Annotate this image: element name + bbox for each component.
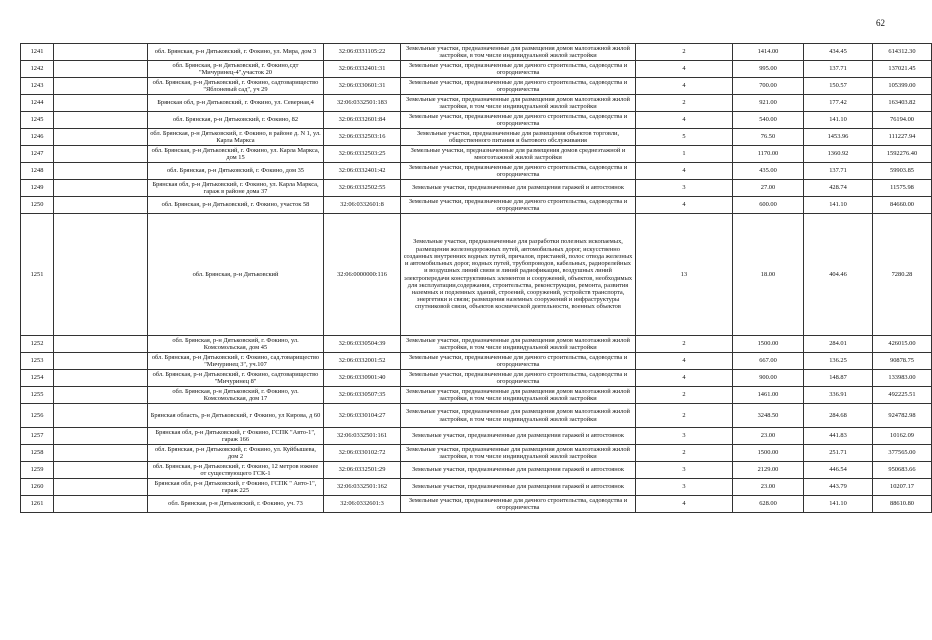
- cell-area: 2129.00: [733, 462, 804, 479]
- cell-address: обл. Брянская, р-н Дятьковский, г. Фокино, ул. Комсомольская, дом 45: [148, 336, 324, 353]
- cell-land-use: Земельные участки, предназначенные для дачного строительства, садоводства и огородничества: [401, 353, 636, 370]
- cell-cadastral-number: 32:06:0332601:84: [324, 112, 401, 129]
- cell-land-use: Земельные участки, предназначенные для дачного строительства, садоводства и огородничества: [401, 112, 636, 129]
- cell-cadastral-number: 32:06:0330504:39: [324, 336, 401, 353]
- cell-cadastral-value: 111227.94: [873, 129, 932, 146]
- cell-cadastral-value: 76194.00: [873, 112, 932, 129]
- cell-land-use: Земельные участки, предназначенные для дачного строительства, садоводства и огородничества: [401, 370, 636, 387]
- cell-unit-value: 177.42: [804, 95, 873, 112]
- cell-number: 1258: [21, 445, 54, 462]
- cell-area: 628.00: [733, 496, 804, 513]
- cell-cadastral-number: 32:06:0000000:116: [324, 214, 401, 336]
- cell-area: 23.00: [733, 479, 804, 496]
- cell-unit-value: 137.71: [804, 61, 873, 78]
- table-row: [21, 146, 932, 163]
- cell-address: обл. Брянская, р-н Дятьковский, г. Фокино, в районе д. N 1, ул. Карла Маркса: [148, 129, 324, 146]
- cell-cadastral-number: 32:06:0332401:31: [324, 61, 401, 78]
- cell-land-use: Земельные участки, предназначенные для дачного строительства, садоводства и огородничества: [401, 61, 636, 78]
- cell-area: 667.00: [733, 353, 804, 370]
- cell-address: обл. Брянская, р-н Дятьковский, г. Фокино, 12 метров южнее от существующего ГСК-1: [148, 462, 324, 479]
- cell-number: 1243: [21, 78, 54, 95]
- cell-group: 2: [636, 445, 733, 462]
- cell-address: обл. Брянская, р-н Дятьковский, г. Фокино, дом 35: [148, 163, 324, 180]
- cell-cadastral-value: 59903.85: [873, 163, 932, 180]
- table-row: [21, 214, 932, 336]
- cell-cadastral-number: 32:06:0331105:22: [324, 44, 401, 61]
- cell-unit-value: 1453.96: [804, 129, 873, 146]
- table-row: [21, 336, 932, 353]
- cell-unit-value: 141.10: [804, 496, 873, 513]
- cell-area: 995.00: [733, 61, 804, 78]
- cell-address: обл. Брянская, р-н Дятьковский: [148, 214, 324, 336]
- cell-number: 1241: [21, 44, 54, 61]
- cell-blank: [54, 462, 148, 479]
- cell-group: 3: [636, 479, 733, 496]
- cell-address: Брянская обл, р-н Дятьковский, г. Фокино, ул. Северная,4: [148, 95, 324, 112]
- cell-cadastral-value: 105399.00: [873, 78, 932, 95]
- cell-number: 1244: [21, 95, 54, 112]
- cell-blank: [54, 370, 148, 387]
- cell-land-use: Земельные участки, предназначенные для дачного строительства, садоводства и огородничества: [401, 78, 636, 95]
- cell-address: Брянская область, р-н Дятьковский, г Фокино, ул Кирова, д 60: [148, 404, 324, 428]
- cell-cadastral-number: 32:06:0330507:35: [324, 387, 401, 404]
- cell-group: 2: [636, 387, 733, 404]
- cell-cadastral-number: 32:06:0332601:8: [324, 197, 401, 214]
- cell-address: обл. Брянская, р-н Дятьковский, г. Фокино, ул. Куйбышева, дом 2: [148, 445, 324, 462]
- cell-cadastral-value: 163403.82: [873, 95, 932, 112]
- cell-blank: [54, 163, 148, 180]
- cell-cadastral-value: 10207.17: [873, 479, 932, 496]
- cell-number: 1261: [21, 496, 54, 513]
- cell-group: 2: [636, 336, 733, 353]
- cell-area: 1414.00: [733, 44, 804, 61]
- cell-blank: [54, 445, 148, 462]
- cell-blank: [54, 180, 148, 197]
- cell-address: обл. Брянская, р-н Дятьковский, г. Фокино, ул. Мира, дом 3: [148, 44, 324, 61]
- table-row: [21, 61, 932, 78]
- cell-blank: [54, 387, 148, 404]
- table-row: [21, 445, 932, 462]
- cell-cadastral-value: 7280.28: [873, 214, 932, 336]
- cell-address: Брянская обл, р-н Дятьковский, г. Фокино, ул. Карла Маркса, гараж в районе дома 37: [148, 180, 324, 197]
- cell-cadastral-number: 32:06:0332501:161: [324, 428, 401, 445]
- table-body: [21, 44, 932, 513]
- cell-number: 1249: [21, 180, 54, 197]
- table-row: [21, 197, 932, 214]
- cell-cadastral-value: 614312.30: [873, 44, 932, 61]
- cell-number: 1255: [21, 387, 54, 404]
- cell-number: 1256: [21, 404, 54, 428]
- cell-cadastral-value: 377565.00: [873, 445, 932, 462]
- cell-cadastral-value: 137021.45: [873, 61, 932, 78]
- cell-number: 1252: [21, 336, 54, 353]
- table-row: [21, 44, 932, 61]
- cell-cadastral-number: 32:06:0330601:31: [324, 78, 401, 95]
- cell-cadastral-value: 1592276.40: [873, 146, 932, 163]
- cell-blank: [54, 353, 148, 370]
- cell-number: 1250: [21, 197, 54, 214]
- cell-cadastral-number: 32:06:0332502:55: [324, 180, 401, 197]
- table-row: [21, 387, 932, 404]
- cell-area: 700.00: [733, 78, 804, 95]
- table-row: [21, 370, 932, 387]
- cell-area: 540.00: [733, 112, 804, 129]
- cell-area: 18.00: [733, 214, 804, 336]
- cell-address: Брянская обл, р-н Дятьковский, г Фокино, ГСПК "Авто-1", гараж 166: [148, 428, 324, 445]
- cell-number: 1251: [21, 214, 54, 336]
- table-row: [21, 353, 932, 370]
- cell-number: 1260: [21, 479, 54, 496]
- cell-group: 4: [636, 496, 733, 513]
- cell-address: обл. Брянская, р-н Дятьковский, г. Фокино, сад.товарищество "Мичуринец 3", уч.107: [148, 353, 324, 370]
- cell-cadastral-value: 924782.98: [873, 404, 932, 428]
- cell-unit-value: 284.01: [804, 336, 873, 353]
- cell-unit-value: 434.45: [804, 44, 873, 61]
- cell-unit-value: 150.57: [804, 78, 873, 95]
- table-row: [21, 78, 932, 95]
- cell-address: обл. Брянская, р-н Дятьковский, г. Фокино, ул. Карла Маркса, дом 15: [148, 146, 324, 163]
- cell-unit-value: 336.91: [804, 387, 873, 404]
- cell-area: 27.00: [733, 180, 804, 197]
- cell-area: 1500.00: [733, 445, 804, 462]
- cell-number: 1257: [21, 428, 54, 445]
- cell-unit-value: 137.71: [804, 163, 873, 180]
- cell-area: 1500.00: [733, 336, 804, 353]
- cell-land-use: Земельные участки, предназначенные для размещения домов малоэтажной жилой застройки, в том числе индивидуальной жилой застройки: [401, 44, 636, 61]
- cell-area: 76.50: [733, 129, 804, 146]
- cell-number: 1259: [21, 462, 54, 479]
- table-row: [21, 428, 932, 445]
- cell-group: 2: [636, 44, 733, 61]
- table-row: [21, 95, 932, 112]
- cell-group: 4: [636, 197, 733, 214]
- cell-group: 4: [636, 61, 733, 78]
- cell-area: 600.00: [733, 197, 804, 214]
- table-row: [21, 462, 932, 479]
- cell-unit-value: 446.54: [804, 462, 873, 479]
- cell-land-use: Земельные участки, предназначенные для дачного строительства, садоводства и огородничества: [401, 496, 636, 513]
- table-row: [21, 404, 932, 428]
- table-row: [21, 129, 932, 146]
- cell-unit-value: 148.87: [804, 370, 873, 387]
- cell-cadastral-value: 90878.75: [873, 353, 932, 370]
- cell-group: 5: [636, 129, 733, 146]
- cell-number: 1254: [21, 370, 54, 387]
- cell-unit-value: 136.25: [804, 353, 873, 370]
- cell-land-use: Земельные участки, предназначенные для размещения домов малоэтажной жилой застройки, в том числе индивидуальной жилой застройки: [401, 387, 636, 404]
- cell-blank: [54, 95, 148, 112]
- cell-cadastral-value: 950683.66: [873, 462, 932, 479]
- cell-land-use: Земельные участки, предназначенные для разработки полезных ископаемых, размещения железнодорожных путей, автомобильных дорог, искусственно созданных внутренних водных путей, причалов, пристаней, полос отвода железных и автомобильных дорог, водных путей, трубопроводов, кабельных, радиорелейных и воздушных линий связи и линий радиофикации, воздушных линий электропередачи конструктивных элементов и сооружений, объектов, необходимых для эксплуатации,содержания, строительства, реконструкции, ремонта, развития наземных и подземных зданий, строений, сооружений, устройств транспорта, энергетики и связи; размещения наземных сооружений и инфраструктуры спутниковой связи, объектов космической деятельности, военных объектов: [401, 214, 636, 336]
- cell-land-use: Земельные участки, предназначенные для размещения домов малоэтажной жилой застройки, в том числе индивидуальной жилой застройки: [401, 95, 636, 112]
- cell-blank: [54, 214, 148, 336]
- cell-group: 2: [636, 404, 733, 428]
- cell-unit-value: 251.71: [804, 445, 873, 462]
- cell-area: 900.00: [733, 370, 804, 387]
- table-row: [21, 163, 932, 180]
- cell-unit-value: 428.74: [804, 180, 873, 197]
- cell-cadastral-value: 492225.51: [873, 387, 932, 404]
- cell-number: 1248: [21, 163, 54, 180]
- cell-address: обл. Брянская, р-н Дятьковский, г. Фокино, 82: [148, 112, 324, 129]
- cell-number: 1253: [21, 353, 54, 370]
- cell-cadastral-number: 32:06:0332501:183: [324, 95, 401, 112]
- cell-blank: [54, 78, 148, 95]
- cell-group: 4: [636, 78, 733, 95]
- cell-cadastral-number: 32:06:0330901:40: [324, 370, 401, 387]
- cell-blank: [54, 404, 148, 428]
- cell-cadastral-value: 84660.00: [873, 197, 932, 214]
- cell-blank: [54, 197, 148, 214]
- cell-cadastral-value: 88610.80: [873, 496, 932, 513]
- cell-group: 4: [636, 353, 733, 370]
- cell-blank: [54, 112, 148, 129]
- cell-unit-value: 284.68: [804, 404, 873, 428]
- cell-group: 3: [636, 462, 733, 479]
- table-row: [21, 112, 932, 129]
- cell-land-use: Земельные участки, предназначенные для размещения домов малоэтажной жилой застройки, в том числе индивидуальной жилой застройки: [401, 445, 636, 462]
- cell-group: 3: [636, 180, 733, 197]
- cell-area: 3248.50: [733, 404, 804, 428]
- cell-unit-value: 141.10: [804, 112, 873, 129]
- cell-number: 1242: [21, 61, 54, 78]
- cell-land-use: Земельные участки, предназначенные для размещения домов среднеэтажной и многоэтажной жилой застройки: [401, 146, 636, 163]
- cell-blank: [54, 129, 148, 146]
- cell-blank: [54, 496, 148, 513]
- cell-blank: [54, 428, 148, 445]
- cell-number: 1246: [21, 129, 54, 146]
- cell-land-use: Земельные участки, предназначенные для размещения объектов торговли, общественного питания и бытового обслуживания: [401, 129, 636, 146]
- cell-cadastral-value: 10162.09: [873, 428, 932, 445]
- table-row: [21, 180, 932, 197]
- cell-group: 2: [636, 95, 733, 112]
- cell-address: обл. Брянская, р-н Дятьковский, г. Фокино,сдт "Мичуринец-4",участок 20: [148, 61, 324, 78]
- cell-land-use: Земельные участки, предназначенные для размещения гаражей и автостоянок: [401, 180, 636, 197]
- cell-area: 921.00: [733, 95, 804, 112]
- cell-land-use: Земельные участки, предназначенные для дачного строительства, садоводства и огородничества: [401, 163, 636, 180]
- cell-cadastral-number: 32:06:0332501:162: [324, 479, 401, 496]
- cell-cadastral-number: 32:06:0332001:52: [324, 353, 401, 370]
- cell-cadastral-number: 32:06:0330104:27: [324, 404, 401, 428]
- cell-address: Брянская обл, р-н Дятьковский, г Фокино, ГСПК " Авто-1", гараж 225: [148, 479, 324, 496]
- table-row: [21, 496, 932, 513]
- cell-unit-value: 443.79: [804, 479, 873, 496]
- cell-cadastral-value: 426015.00: [873, 336, 932, 353]
- cell-unit-value: 404.46: [804, 214, 873, 336]
- cell-land-use: Земельные участки, предназначенные для размещения гаражей и автостоянок: [401, 462, 636, 479]
- cell-land-use: Земельные участки, предназначенные для размещения гаражей и автостоянок: [401, 428, 636, 445]
- cadastral-value-table: [20, 43, 932, 513]
- cell-number: 1245: [21, 112, 54, 129]
- cell-group: 4: [636, 112, 733, 129]
- cell-cadastral-value: 11575.98: [873, 180, 932, 197]
- cell-group: 3: [636, 428, 733, 445]
- cell-unit-value: 141.10: [804, 197, 873, 214]
- cell-address: обл. Брянская, р-н Дятьковский, г. Фокино, ул. Комсомольская, дом 17: [148, 387, 324, 404]
- cell-cadastral-number: 32:06:0332601:3: [324, 496, 401, 513]
- cell-group: 13: [636, 214, 733, 336]
- cell-address: обл. Брянская, р-н Дятьковский, г. Фокино, садтоварищество "Мичуринец 8": [148, 370, 324, 387]
- cell-cadastral-number: 32:06:0332401:42: [324, 163, 401, 180]
- cell-blank: [54, 336, 148, 353]
- cell-group: 4: [636, 370, 733, 387]
- cell-area: 23.00: [733, 428, 804, 445]
- cell-cadastral-value: 133983.00: [873, 370, 932, 387]
- cell-blank: [54, 146, 148, 163]
- cell-area: 1461.00: [733, 387, 804, 404]
- cell-address: обл. Брянская, р-н Дятьковский, г. Фокино, уч. 73: [148, 496, 324, 513]
- cell-land-use: Земельные участки, предназначенные для размещения домов малоэтажной жилой застройки, в том числе индивидуальной жилой застройки: [401, 336, 636, 353]
- cell-unit-value: 1360.92: [804, 146, 873, 163]
- cell-unit-value: 441.83: [804, 428, 873, 445]
- cell-area: 1170.00: [733, 146, 804, 163]
- cell-group: 4: [636, 163, 733, 180]
- cell-blank: [54, 44, 148, 61]
- cell-group: 1: [636, 146, 733, 163]
- table-row: [21, 479, 932, 496]
- page-number: 62: [876, 18, 885, 28]
- cell-land-use: Земельные участки, предназначенные для размещения гаражей и автостоянок: [401, 479, 636, 496]
- cell-blank: [54, 61, 148, 78]
- cell-cadastral-number: 32:06:0332503:25: [324, 146, 401, 163]
- cell-land-use: Земельные участки, предназначенные для дачного строительства, садоводства и огородничества: [401, 197, 636, 214]
- cell-blank: [54, 479, 148, 496]
- cell-area: 435.00: [733, 163, 804, 180]
- cell-address: обл. Брянская, р-н Дятьковский, г. Фокино, садтоварищество "Яблоневый сад", уч 29: [148, 78, 324, 95]
- cell-address: обл. Брянская, р-н Дятьковский, г. Фокино, участок 58: [148, 197, 324, 214]
- cell-number: 1247: [21, 146, 54, 163]
- cell-cadastral-number: 32:06:0332503:16: [324, 129, 401, 146]
- cell-cadastral-number: 32:06:0332501:29: [324, 462, 401, 479]
- cell-land-use: Земельные участки, предназначенные для размещения домов малоэтажной жилой застройки, в том числе индивидуальной жилой застройки: [401, 404, 636, 428]
- cell-cadastral-number: 32:06:0330102:72: [324, 445, 401, 462]
